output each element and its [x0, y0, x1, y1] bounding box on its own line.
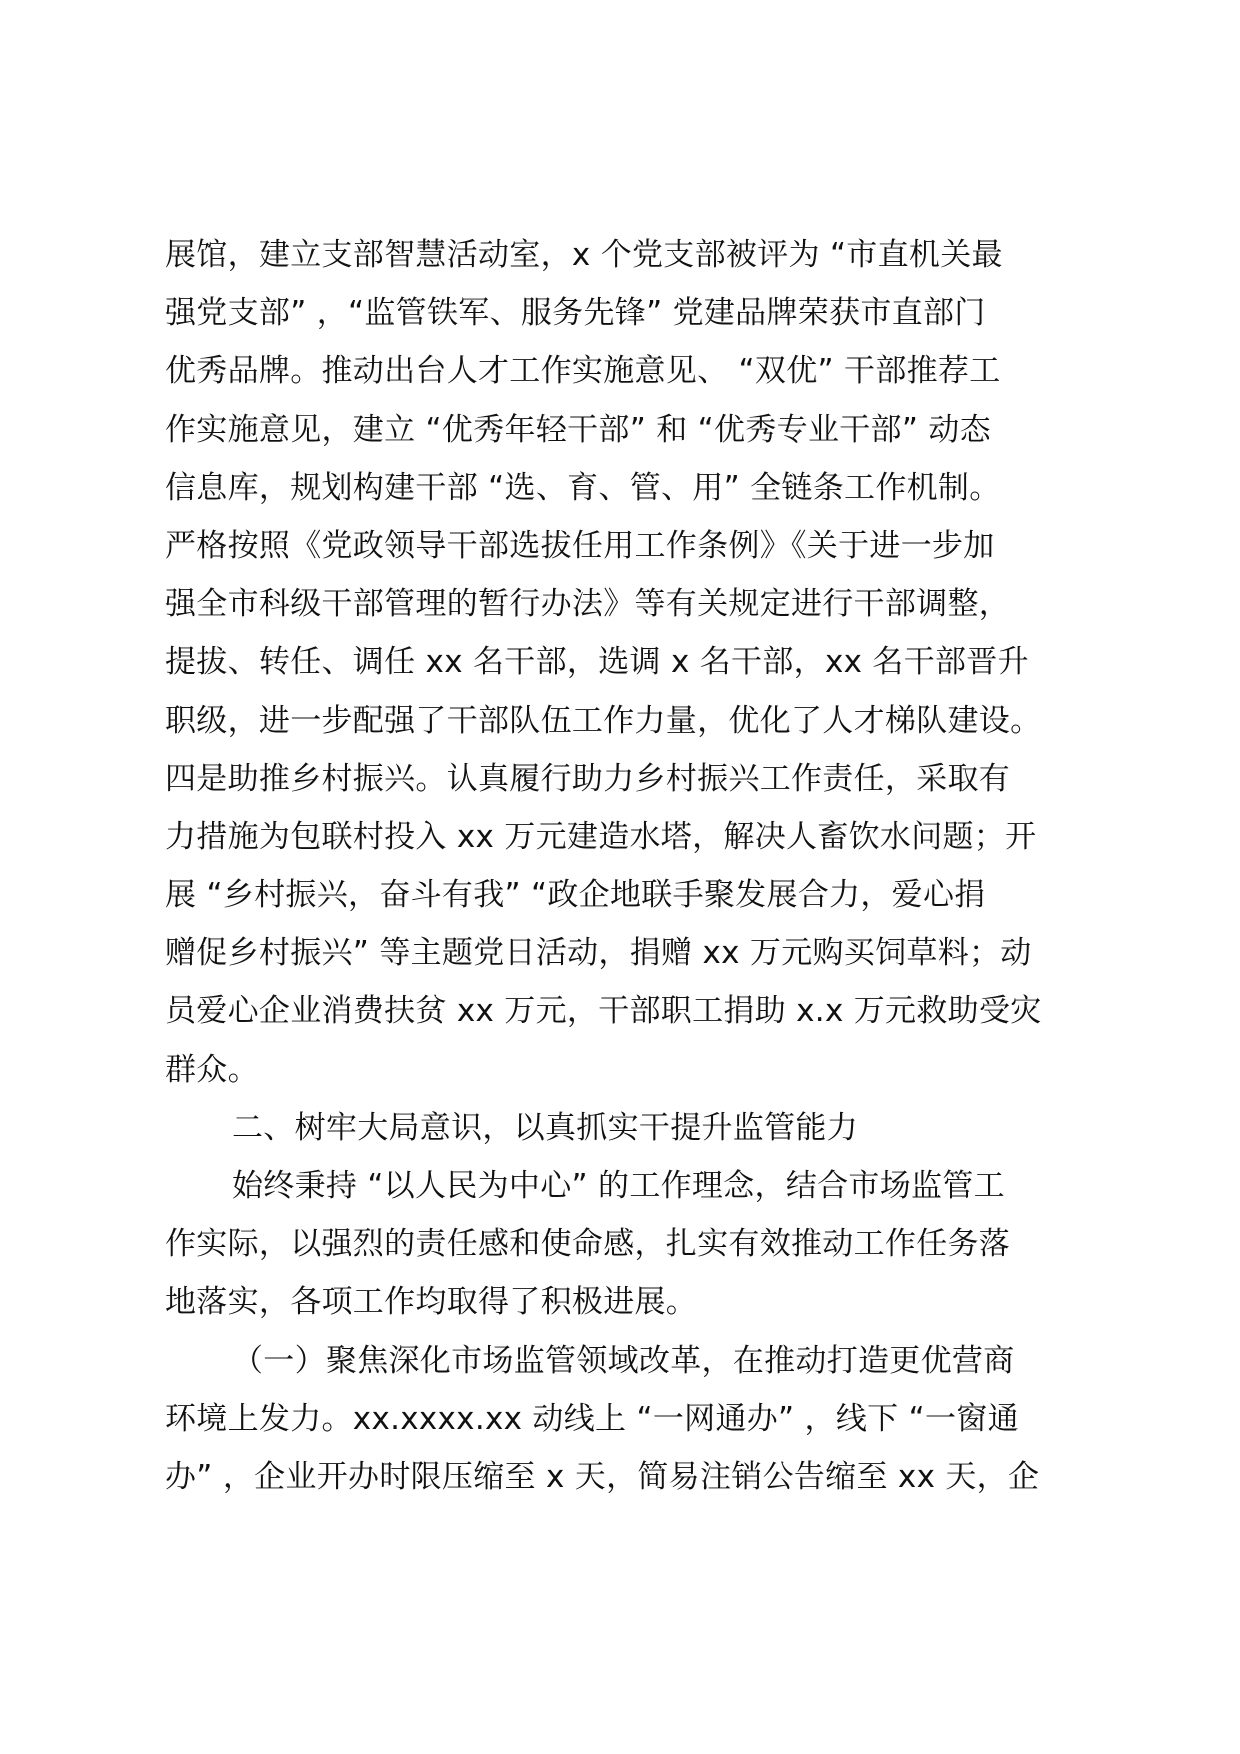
text-line: 环境上发力。xx.xxxx.xx 动线上 “一网通办” ，线下 “一窗通 [165, 1400, 1019, 1437]
text-line: 群众。 [165, 1051, 259, 1088]
text-line: 地落实，各项工作均取得了积极进展。 [165, 1284, 698, 1321]
text-line: 展馆，建立支部智慧活动室，x 个党支部被评为 “市直机关最 [165, 237, 1003, 273]
text-line: 提拔、转任、调任 xx 名干部，选调 x 名干部，xx 名干部晋升 [165, 644, 1029, 681]
text-line: 优秀品牌。推动出台人才工作实施意见、 “双优” 干部推荐工 [165, 353, 1001, 390]
text-line: （一）聚焦深化市场监管领域改革，在推动打造更优营商 [232, 1342, 1015, 1379]
text-line: 始终秉持 “以人民为中心” 的工作理念，结合市场监管工 [232, 1168, 1005, 1204]
text-line: 强党支部” ，“监管铁军、服务先锋” 党建品牌荣获市直部门 [165, 295, 986, 332]
text-line: 作实际，以强烈的责任感和使命感，扎实有效推动工作任务落 [165, 1226, 1011, 1263]
text-line: 职级，进一步配强了干部队伍工作力量，优化了人才梯队建设。 [165, 702, 1042, 739]
text-line: 严格按照《党政领导干部选拔任用工作条例》《关于进一步加 [165, 527, 995, 564]
text-line: 展 “乡村振兴，奋斗有我” “政企地联手聚发展合力，爱心捐 [165, 877, 986, 914]
text-line: 四是助推乡村振兴。认真履行助力乡村振兴工作责任，采取有 [165, 760, 1011, 797]
text-line: 员爱心企业消费扶贫 xx 万元，干部职工捐助 x.x 万元救助受灾 [165, 993, 1042, 1030]
text-line: 二、树牢大局意识，以真抓实干提升监管能力 [232, 1109, 858, 1146]
text-line: 力措施为包联村投入 xx 万元建造水塔，解决人畜饮水问题；开 [165, 818, 1037, 855]
text-line: 办” ，企业开办时限压缩至 x 天，简易注销公告缩至 xx 天，企 [165, 1458, 1040, 1495]
text-line: 信息库，规划构建干部 “选、育、管、用” 全链条工作机制。 [165, 469, 1001, 506]
text-line: 作实施意见，建立 “优秀年轻干部” 和 “优秀专业干部” 动态 [165, 411, 991, 448]
text-line: 赠促乡村振兴” 等主题党日活动，捐赠 xx 万元购买饲草料；动 [165, 935, 1032, 972]
text-line: 强全市科级干部管理的暂行办法》等有关规定进行干部调整， [165, 586, 1011, 623]
body-text [165, 226, 1080, 1506]
